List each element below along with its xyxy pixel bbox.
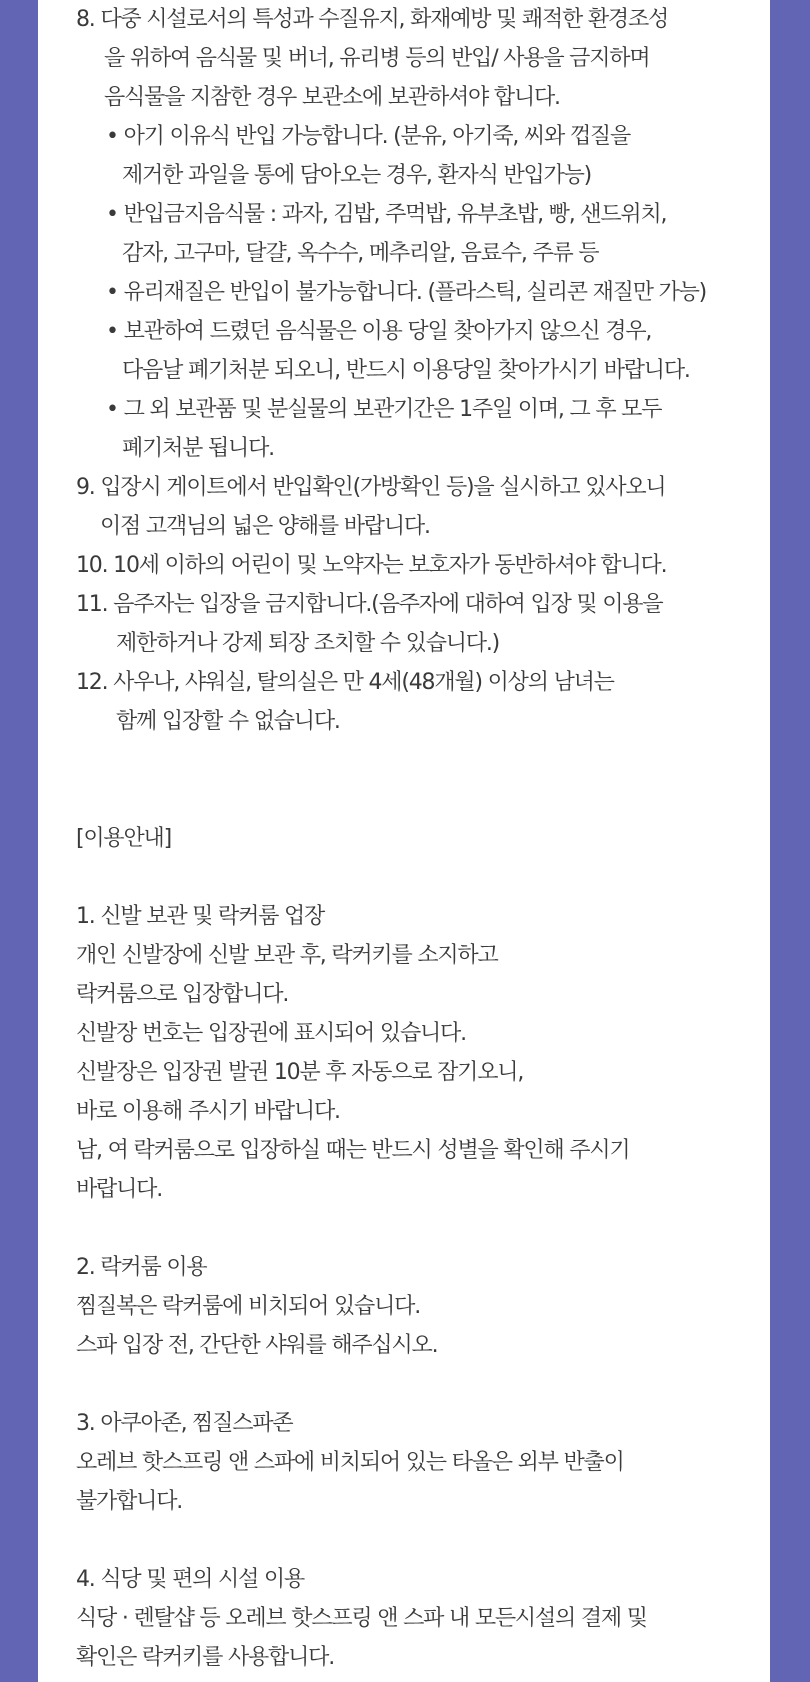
guide-section-1-line-2: 락커룸으로 입장합니다. xyxy=(76,982,289,1007)
rule-8-bullet-4: • 보관하여 드렸던 음식물은 이용 당일 찾아가지 않으신 경우, xyxy=(106,319,652,344)
guide-section-1-line-4: 신발장은 입장권 발권 10분 후 자동으로 잠기오니, xyxy=(76,1060,524,1085)
rule-8-line-3: 음식물을 지참한 경우 보관소에 보관하셔야 합니다. xyxy=(104,85,560,110)
guide-section-1-line-6: 남, 여 락커룸으로 입장하실 때는 반드시 성별을 확인해 주시기 xyxy=(76,1138,630,1163)
guide-section-3-line-1: 오레브 핫스프링 앤 스파에 비치되어 있는 타올은 외부 반출이 xyxy=(76,1450,624,1475)
rule-8-bullet-1-cont: 제거한 과일을 통에 담아오는 경우, 환자식 반입가능) xyxy=(122,163,592,188)
rule-9-line-2: 이점 고객님의 넓은 양해를 바랍니다. xyxy=(100,514,430,539)
spacer xyxy=(76,1521,770,1560)
content-panel xyxy=(38,0,770,1682)
guide-section-3-line-2: 불가합니다. xyxy=(76,1489,183,1514)
guide-section-1-title: 1. 신발 보관 및 락커룸 업장 xyxy=(76,904,325,929)
rule-8-bullet-1: • 아기 이유식 반입 가능합니다. (분유, 아기죽, 씨와 껍질을 xyxy=(106,124,631,149)
rule-11-line-1: 11. 음주자는 입장을 금지합니다.(음주자에 대하여 입장 및 이용을 xyxy=(76,592,663,617)
notice-document xyxy=(76,0,770,1677)
guide-heading: [이용안내] xyxy=(76,826,171,851)
rule-8-bullet-4-cont: 다음날 폐기처분 되오니, 반드시 이용당일 찾아가시기 바랍니다. xyxy=(122,358,690,383)
guide-section-3-title: 3. 아쿠아존, 찜질스파존 xyxy=(76,1411,293,1436)
rule-8-bullet-3: • 유리재질은 반입이 불가능합니다. (플라스틱, 실리콘 재질만 가능) xyxy=(106,280,707,305)
rule-8-bullet-2-cont: 감자, 고구마, 달걀, 옥수수, 메추리알, 음료수, 주류 등 xyxy=(122,241,599,266)
rule-10-line-1: 10. 10세 이하의 어린이 및 노약자는 보호자가 동반하셔야 합니다. xyxy=(76,553,667,578)
rule-8-bullet-2: • 반입금지음식물 : 과자, 김밥, 주먹밥, 유부초밥, 빵, 샌드위치, xyxy=(106,202,667,227)
spacer xyxy=(76,741,770,819)
spacer xyxy=(76,1209,770,1248)
rule-8-line-2: 을 위하여 음식물 및 버너, 유리병 등의 반입/ 사용을 금지하며 xyxy=(104,46,650,71)
guide-section-4-line-2: 확인은 락커키를 사용합니다. xyxy=(76,1645,335,1670)
rule-9-line-1: 9. 입장시 게이트에서 반입확인(가방확인 등)을 실시하고 있사오니 xyxy=(76,475,666,500)
guide-section-1-line-7: 바랍니다. xyxy=(76,1177,163,1202)
guide-section-2-line-1: 찜질복은 락커룸에 비치되어 있습니다. xyxy=(76,1294,421,1319)
guide-section-1-line-5: 바로 이용해 주시기 바랍니다. xyxy=(76,1099,340,1124)
guide-section-4-title: 4. 식당 및 편의 시설 이용 xyxy=(76,1567,305,1592)
rule-8-bullet-5-cont: 폐기처분 됩니다. xyxy=(122,436,274,461)
guide-section-1-line-1: 개인 신발장에 신발 보관 후, 락커키를 소지하고 xyxy=(76,943,498,968)
rule-12-line-2: 함께 입장할 수 없습니다. xyxy=(116,709,340,734)
rule-8-line-1: 8. 다중 시설로서의 특성과 수질유지, 화재예방 및 쾌적한 환경조성 xyxy=(76,7,669,32)
guide-section-2-title: 2. 락커룸 이용 xyxy=(76,1255,207,1280)
spacer xyxy=(76,858,770,897)
guide-section-4-line-1: 식당 · 렌탈샵 등 오레브 핫스프링 앤 스파 내 모든시설의 결제 및 xyxy=(76,1606,647,1631)
rule-12-line-1: 12. 사우나, 샤워실, 탈의실은 만 4세(48개월) 이상의 남녀는 xyxy=(76,670,614,695)
rule-8-bullet-5: • 그 외 보관품 및 분실물의 보관기간은 1주일 이며, 그 후 모두 xyxy=(106,397,662,422)
spacer xyxy=(76,1365,770,1404)
guide-section-2-line-2: 스파 입장 전, 간단한 샤워를 해주십시오. xyxy=(76,1333,438,1358)
rule-11-line-2: 제한하거나 강제 퇴장 조치할 수 있습니다.) xyxy=(116,631,500,656)
guide-section-1-line-3: 신발장 번호는 입장권에 표시되어 있습니다. xyxy=(76,1021,466,1046)
